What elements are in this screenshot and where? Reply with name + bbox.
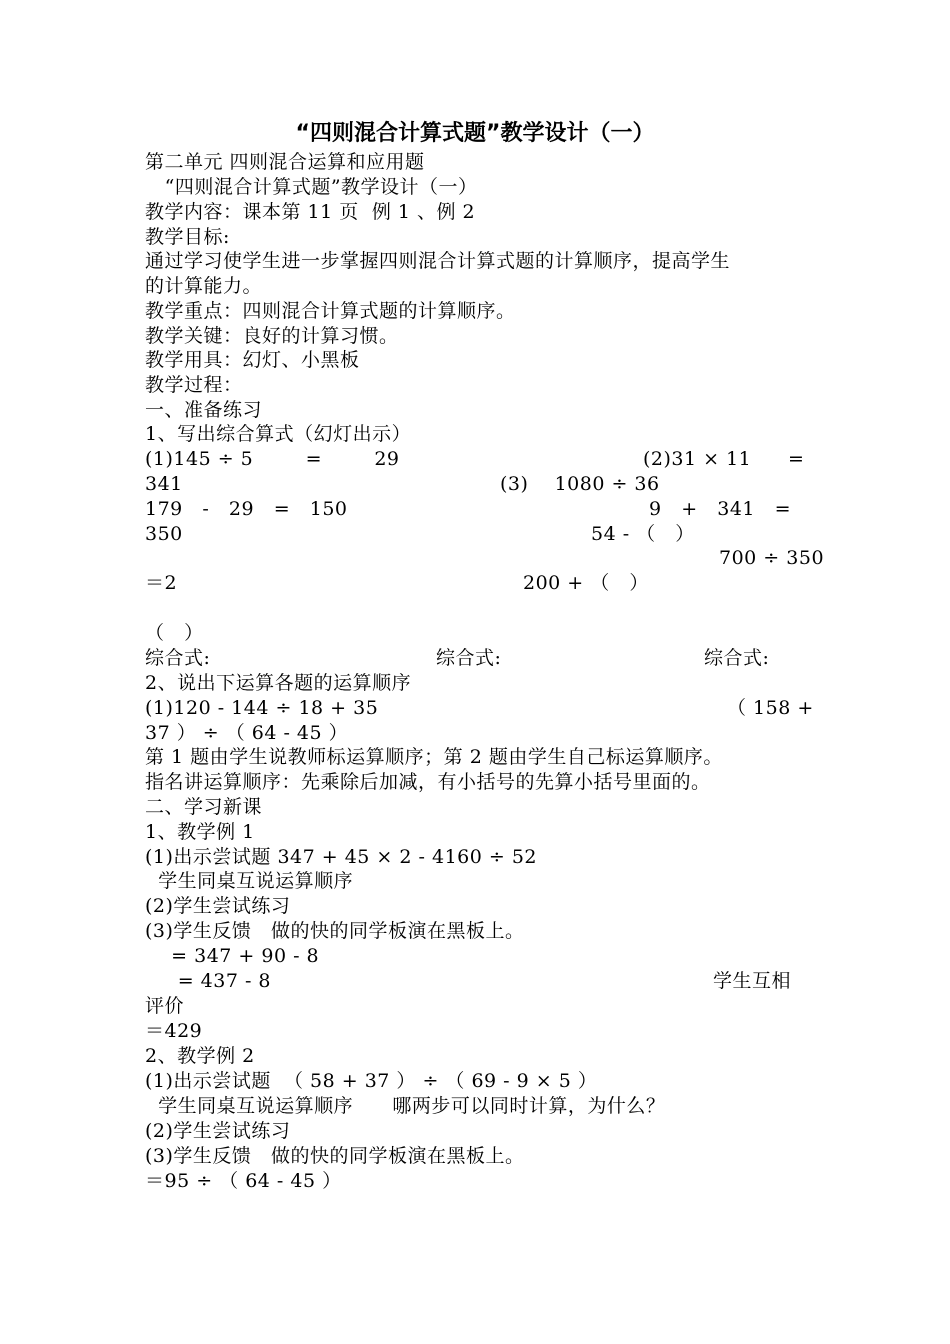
lesson-title: “四则混合计算式题”教学设计（一）	[145, 176, 478, 198]
exercise-1-heading: 1、写出综合算式（幻灯出示）	[145, 423, 412, 445]
exercise-1-blank-2: 200 + （ ）	[523, 572, 649, 594]
exercise-1-division: 700 ÷ 350	[719, 547, 825, 569]
example-1-result: ＝429	[145, 1020, 203, 1042]
example-2-step-1: (1)出示尝试题 （ 58 + 37 ） ÷ （ 69 - 9 × 5 ）	[145, 1070, 598, 1092]
section-new-lesson: 二、学习新课	[145, 796, 263, 818]
example-2-step-3: (3)学生反馈 做的快的同学板演在黑板上。	[145, 1145, 525, 1167]
exercise-1-equation: 179 - 29 = 150	[145, 498, 348, 520]
combined-label-3: 综合式:	[704, 647, 770, 669]
focus-line: 教学重点：四则混合计算式题的计算顺序。	[145, 300, 516, 322]
note-line-1: 第 1 题由学生说教师标运算顺序；第 2 题由学生自己标运算顺序。	[145, 746, 723, 768]
peer-review-text-cont: 评价	[145, 995, 185, 1017]
content-line: 教学内容：课本第 11 页 例 1 、例 2	[145, 201, 476, 223]
exercise-1-item-3: (3) 1080 ÷ 36	[500, 473, 660, 495]
exercise-1-item-1: (1)145 ÷ 5 = 29	[145, 448, 400, 470]
example-1-note: 学生同桌互说运算顺序	[145, 870, 354, 892]
combined-label-2: 综合式:	[436, 647, 502, 669]
peer-review-text: 学生互相	[713, 970, 792, 992]
exercise-2-item-2-cont: 37 ） ÷ （ 64 - 45 ）	[145, 722, 349, 744]
example-1-calc-1: = 347 + 90 - 8	[145, 945, 320, 967]
tools-line: 教学用具：幻灯、小黑板	[145, 349, 360, 371]
exercise-1-value: ＝2	[145, 572, 178, 594]
exercise-1-blank-3: （ ）	[145, 622, 204, 644]
goal-text-1: 通过学习使学生进一步掌握四则混合计算式题的计算顺序，提高学生	[145, 250, 731, 272]
example-2-step-2: (2)学生尝试练习	[145, 1120, 291, 1142]
example-2-heading: 2、教学例 2	[145, 1045, 255, 1067]
unit-heading: 第二单元 四则混合运算和应用题	[145, 151, 425, 173]
key-line: 教学关键：良好的计算习惯。	[145, 325, 399, 347]
note-line-2: 指名讲运算顺序：先乘除后加减，有小括号的先算小括号里面的。	[145, 771, 711, 793]
example-1-step-2: (2)学生尝试练习	[145, 895, 291, 917]
exercise-1-value: 341	[145, 473, 183, 495]
exercise-1-equation-2: 9 + 341 =	[649, 498, 792, 520]
exercise-1-value: 350	[145, 523, 183, 545]
equals-sign: =	[788, 448, 805, 470]
document-title: “四则混合计算式题”教学设计（一）	[295, 121, 655, 146]
exercise-1-blank-1: 54 - （ ）	[591, 523, 695, 545]
section-prep: 一、准备练习	[145, 399, 263, 421]
example-2-calc-1: ＝95 ÷ （ 64 - 45 ）	[145, 1170, 342, 1192]
combined-label-1: 综合式:	[145, 647, 211, 669]
exercise-2-item-2: （ 158 +	[727, 697, 814, 719]
exercise-1-item-2: (2)31 × 11	[643, 448, 752, 470]
example-1-heading: 1、教学例 1	[145, 821, 255, 843]
example-1-step-3: (3)学生反馈 做的快的同学板演在黑板上。	[145, 920, 525, 942]
exercise-2-heading: 2、说出下运算各题的运算顺序	[145, 672, 412, 694]
example-1-calc-2: = 437 - 8	[145, 970, 272, 992]
exercise-2-item-1: (1)120 - 144 ÷ 18 + 35	[145, 697, 379, 719]
goal-text-2: 的计算能力。	[145, 275, 263, 297]
example-1-step-1: (1)出示尝试题 347 + 45 × 2 - 4160 ÷ 52	[145, 846, 538, 868]
example-2-note: 学生同桌互说运算顺序 哪两步可以同时计算，为什么？	[145, 1095, 666, 1117]
process-label: 教学过程：	[145, 374, 243, 396]
goal-label: 教学目标:	[145, 226, 230, 248]
